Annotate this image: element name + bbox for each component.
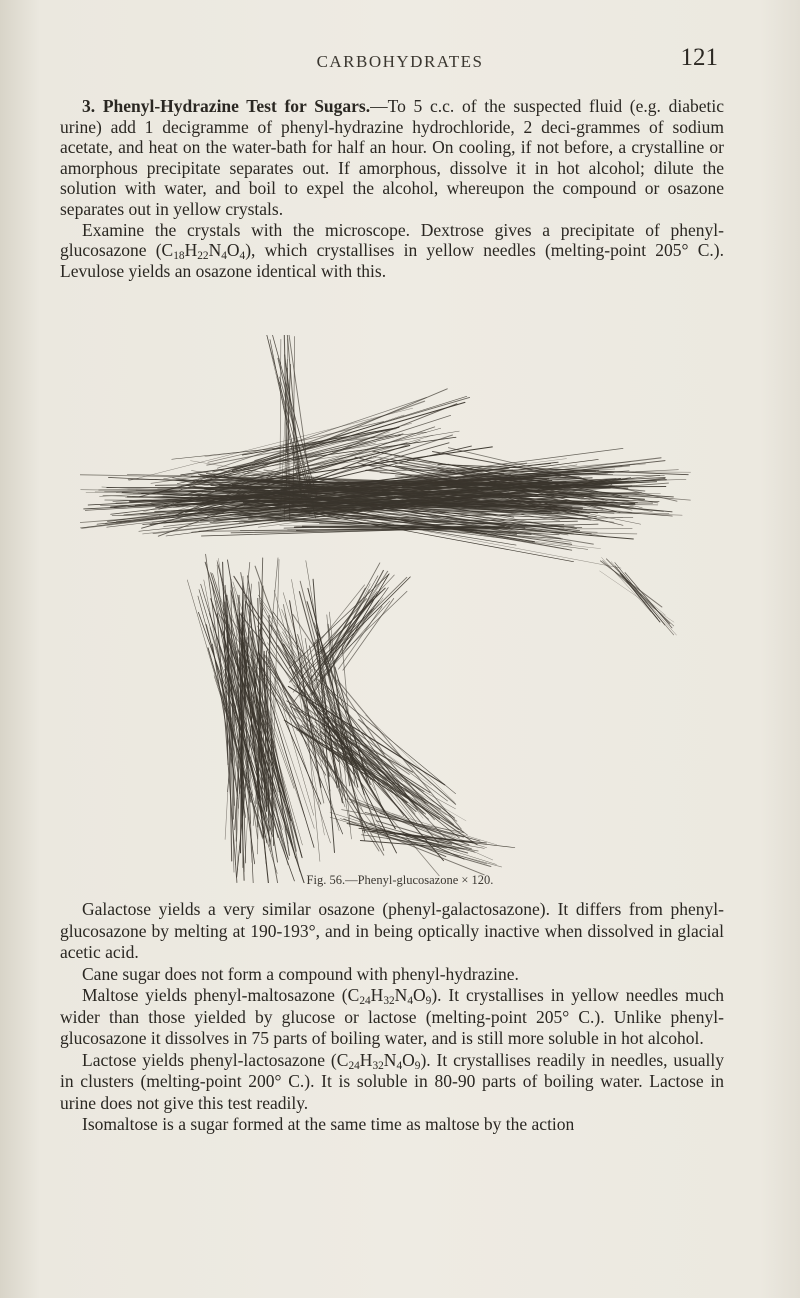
subscript: 22 xyxy=(197,250,209,263)
crystal-needle xyxy=(309,591,407,685)
text-run: O xyxy=(226,240,240,261)
paragraph-cane-sugar: Cane sugar does not form a compound with phenyl-hydrazine. xyxy=(82,963,519,984)
text-run: Maltose yields phenyl-maltosazone (C xyxy=(82,985,360,1005)
lower-needle-cluster xyxy=(187,554,515,883)
crystal-needle xyxy=(622,574,674,635)
paragraph-galactose: Galactose yields a very similar osazone (phenyl-galactosazone). It differs from phenyl-glucosazone by melting at 190-193°, and in being optically inactive when dissolved in glacial acetic acid. xyxy=(60,899,724,962)
crystal-needle xyxy=(615,573,665,616)
crystal-needle xyxy=(280,339,281,469)
crystal-needle xyxy=(317,571,389,684)
paragraph-microscope xyxy=(60,220,724,282)
text-run: H xyxy=(359,1049,373,1070)
paragraph-isomaltose: Isomaltose is a sugar formed at the same time as maltose by the action xyxy=(82,1114,575,1134)
subscript: 4 xyxy=(239,250,246,263)
crystal-illustration xyxy=(80,335,720,883)
paragraph-phenyl-hydrazine-test xyxy=(60,96,724,220)
text-run: N xyxy=(208,240,222,261)
text-run: Lactose yields phenyl-lactosazone (C xyxy=(82,1049,349,1070)
text-run: H xyxy=(184,240,198,261)
subscript: 4 xyxy=(407,995,413,1007)
section-heading: 3. Phenyl-Hydrazine Test for Sugars. xyxy=(82,96,371,116)
text-run: ). It crystallises readily in needles, usually in clusters (melting-point 200° C.). It is soluble in 80-90 parts of boiling water. Lactose in urine does not give this test readily. xyxy=(60,1049,724,1113)
page-number: 121 xyxy=(680,44,718,71)
text-run: Examine the crystals with the microscope. Dextrose gives a precipitate of phenyl-glucosazone (C xyxy=(60,219,724,261)
text-run: ). It crystallises in yellow needles much wider than those yielded by glucose or lactose (melting-point 205° C.). Unlike phenyl-glucosazone it dissolves in 75 parts of boiling water, and is still more soluble in hot alcohol. xyxy=(60,985,724,1048)
crystal-needle xyxy=(602,557,652,612)
paragraph-body: —To 5 c.c. of the suspected fluid (e.g. diabetic urine) add 1 decigramme of phenyl-hydrazine hydrochloride, 2 deci-grammes of sodium acetate, and heat on the water-bath for half an hour. On cooling, if not before, a crystalline or amorphous precipitate separates out. If amorphous, dissolve it in hot alcohol; dilute the solution with water, and boil to expel the alcohol, whereupon the compound or osazone separates out in yellow crystals. xyxy=(60,96,724,219)
subscript: 4 xyxy=(221,250,227,263)
figure-caption: Fig. 56.—Phenyl-glucosazone × 120. xyxy=(306,873,494,887)
crystal-needle xyxy=(328,570,384,675)
subscript: 18 xyxy=(173,250,185,263)
crystal-needle xyxy=(301,726,477,845)
text-run: N xyxy=(394,985,408,1005)
lower-text-block xyxy=(60,899,724,1136)
crystal-needle xyxy=(319,734,439,876)
subscript: 32 xyxy=(383,995,395,1007)
crystal-needle xyxy=(615,566,658,619)
subscript: 32 xyxy=(372,1059,384,1072)
upper-needle-cluster xyxy=(80,335,691,635)
subscript: 9 xyxy=(425,995,432,1007)
crystal-needle xyxy=(625,573,672,628)
text-run: ), which crystallises in yellow needles (melting-point 205° C.). Levulose yields an osazone identical with this. xyxy=(60,240,724,281)
subscript: 9 xyxy=(414,1059,421,1072)
paragraph-maltose xyxy=(60,985,724,1050)
text-run: N xyxy=(383,1049,397,1070)
text-run: O xyxy=(402,1049,415,1070)
upper-text-block xyxy=(60,96,724,281)
running-head xyxy=(0,44,800,74)
subscript: 24 xyxy=(359,995,371,1007)
text-run: O xyxy=(413,985,426,1005)
text-run: H xyxy=(370,985,384,1005)
subscript: 24 xyxy=(348,1059,360,1072)
subscript: 4 xyxy=(396,1059,403,1072)
running-title: CARBOHYDRATES xyxy=(316,52,484,71)
crystal-needle xyxy=(615,563,665,626)
crystal-needle xyxy=(345,574,389,649)
paragraph-lactose xyxy=(60,1050,724,1115)
